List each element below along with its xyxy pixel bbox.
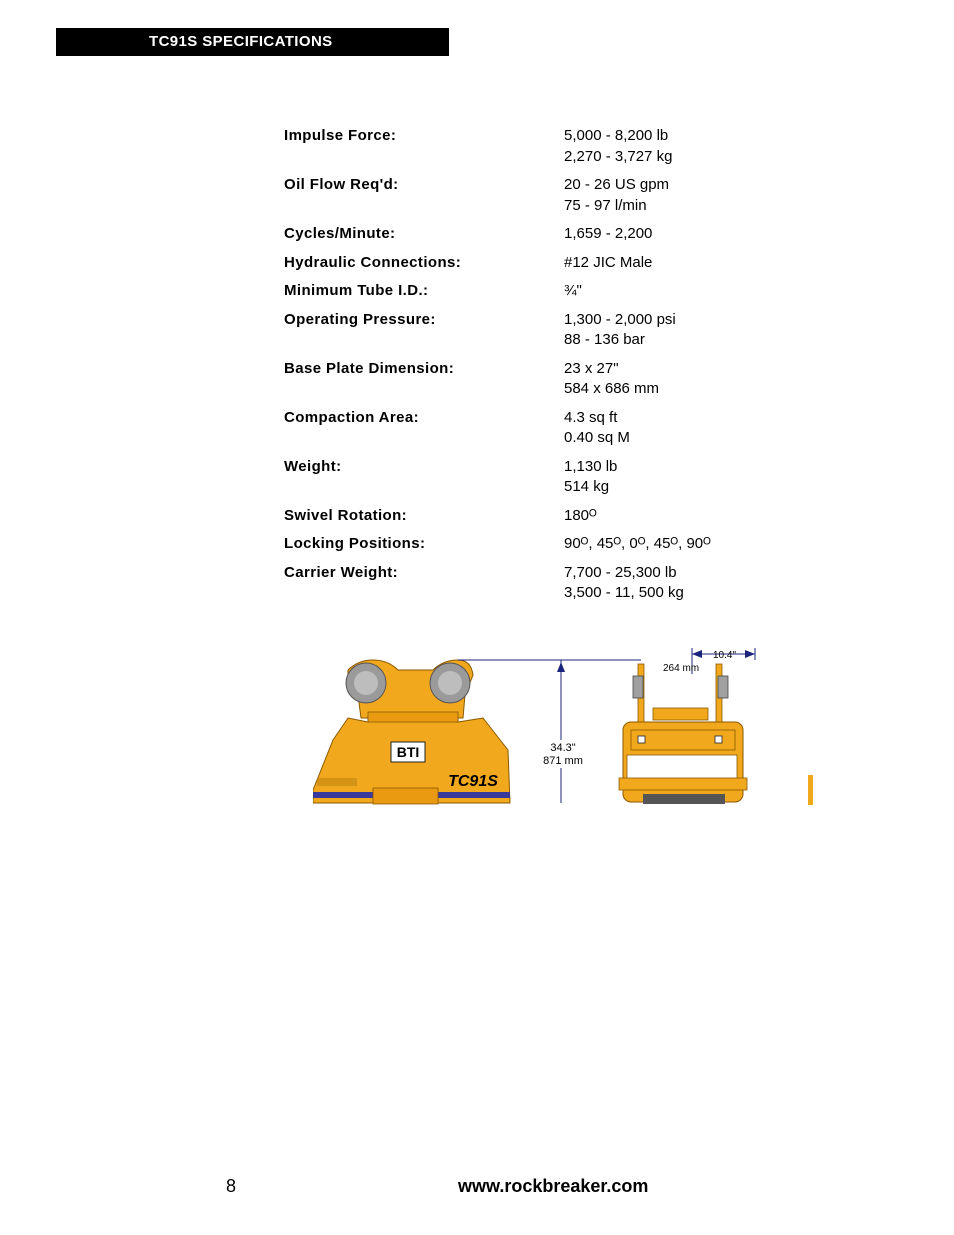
width-mm-label: 264 mm — [663, 663, 700, 674]
model-badge: TC91S — [448, 773, 498, 790]
spec-row — [284, 310, 804, 351]
height-mm-label: 871 mm — [543, 755, 583, 767]
spec-value-line: 584 x 686 mm — [564, 380, 660, 397]
spec-value-line: 2,270 - 3,727 kg — [564, 147, 673, 165]
spec-label: Swivel Rotation: — [284, 506, 408, 524]
width-inches-label: 10.4" — [713, 650, 737, 661]
spec-value — [564, 224, 652, 245]
spec-row — [284, 224, 804, 245]
spec-value — [564, 408, 630, 449]
spec-value — [564, 175, 669, 216]
spec-row — [284, 563, 804, 604]
spec-label: Impulse Force: — [284, 127, 397, 144]
spec-value-line: 20 - 26 US gpm — [564, 176, 670, 193]
spec-value-line: 7,700 - 25,300 lb — [564, 563, 677, 581]
spec-row — [284, 253, 804, 274]
spec-row — [284, 359, 804, 400]
height-inches-label: 34.3" — [550, 742, 576, 754]
spec-value — [564, 534, 711, 555]
spec-value — [564, 359, 659, 400]
spec-label: Base Plate Dimension: — [284, 359, 455, 377]
brand-logo-text: BTI — [396, 744, 420, 760]
spec-value — [564, 563, 684, 604]
spec-label: Operating Pressure: — [284, 310, 436, 328]
spec-label: Weight: — [284, 457, 342, 475]
spec-value-line: 1,300 - 2,000 psi — [564, 310, 676, 328]
spec-value — [564, 281, 582, 302]
spec-value-line: #12 JIC Male — [564, 253, 653, 271]
spec-value-line: 0.40 sq M — [564, 429, 630, 446]
page-number: 8 — [226, 1176, 237, 1196]
spec-value-line: 23 x 27" — [564, 359, 619, 377]
front-view — [313, 660, 510, 804]
spec-value-line: 90ᴼ, 45ᴼ, 0ᴼ, 45ᴼ, 90ᴼ — [564, 535, 711, 552]
spec-value — [564, 457, 617, 498]
spec-value-line: 5,000 - 8,200 lb — [564, 127, 669, 144]
spec-row — [284, 175, 804, 216]
spec-row — [284, 408, 804, 449]
spec-label: Carrier Weight: — [284, 563, 399, 581]
spec-label: Locking Positions: — [284, 535, 426, 552]
spec-value-line: 3,500 - 11, 500 kg — [564, 584, 684, 601]
spec-table — [284, 126, 804, 612]
spec-value — [564, 310, 676, 351]
spec-label: Minimum Tube I.D.: — [284, 282, 429, 299]
website-link[interactable]: www.rockbreaker.com — [458, 1176, 649, 1196]
spec-label: Compaction Area: — [284, 408, 420, 426]
spec-label: Oil Flow Req'd: — [284, 176, 399, 193]
spec-row — [284, 506, 804, 527]
spec-label: Cycles/Minute: — [284, 225, 396, 242]
spec-value-line: 4.3 sq ft — [564, 408, 618, 426]
spec-value-line: ¾" — [564, 282, 582, 299]
spec-value — [564, 126, 672, 167]
width-dimension — [663, 648, 755, 674]
spec-row — [284, 457, 804, 498]
spec-value-line: 180ᴼ — [564, 506, 597, 524]
spec-row — [284, 281, 804, 302]
spec-row — [284, 534, 804, 555]
spec-label: Hydraulic Connections: — [284, 253, 462, 271]
spec-value — [564, 253, 652, 274]
spec-value-line: 75 - 97 l/min — [564, 196, 647, 214]
spec-header-bar — [56, 28, 449, 56]
side-view — [619, 664, 747, 804]
spec-value — [564, 506, 597, 527]
spec-value-line: 1,659 - 2,200 — [564, 225, 653, 242]
spec-value-line: 514 kg — [564, 478, 610, 495]
spec-title: TC91S SPECIFICATIONS — [149, 33, 333, 50]
product-drawing — [313, 640, 813, 805]
spec-value-line: 88 - 136 bar — [564, 331, 645, 348]
spec-row — [284, 126, 804, 167]
spec-value-line: 1,130 lb — [564, 457, 618, 475]
